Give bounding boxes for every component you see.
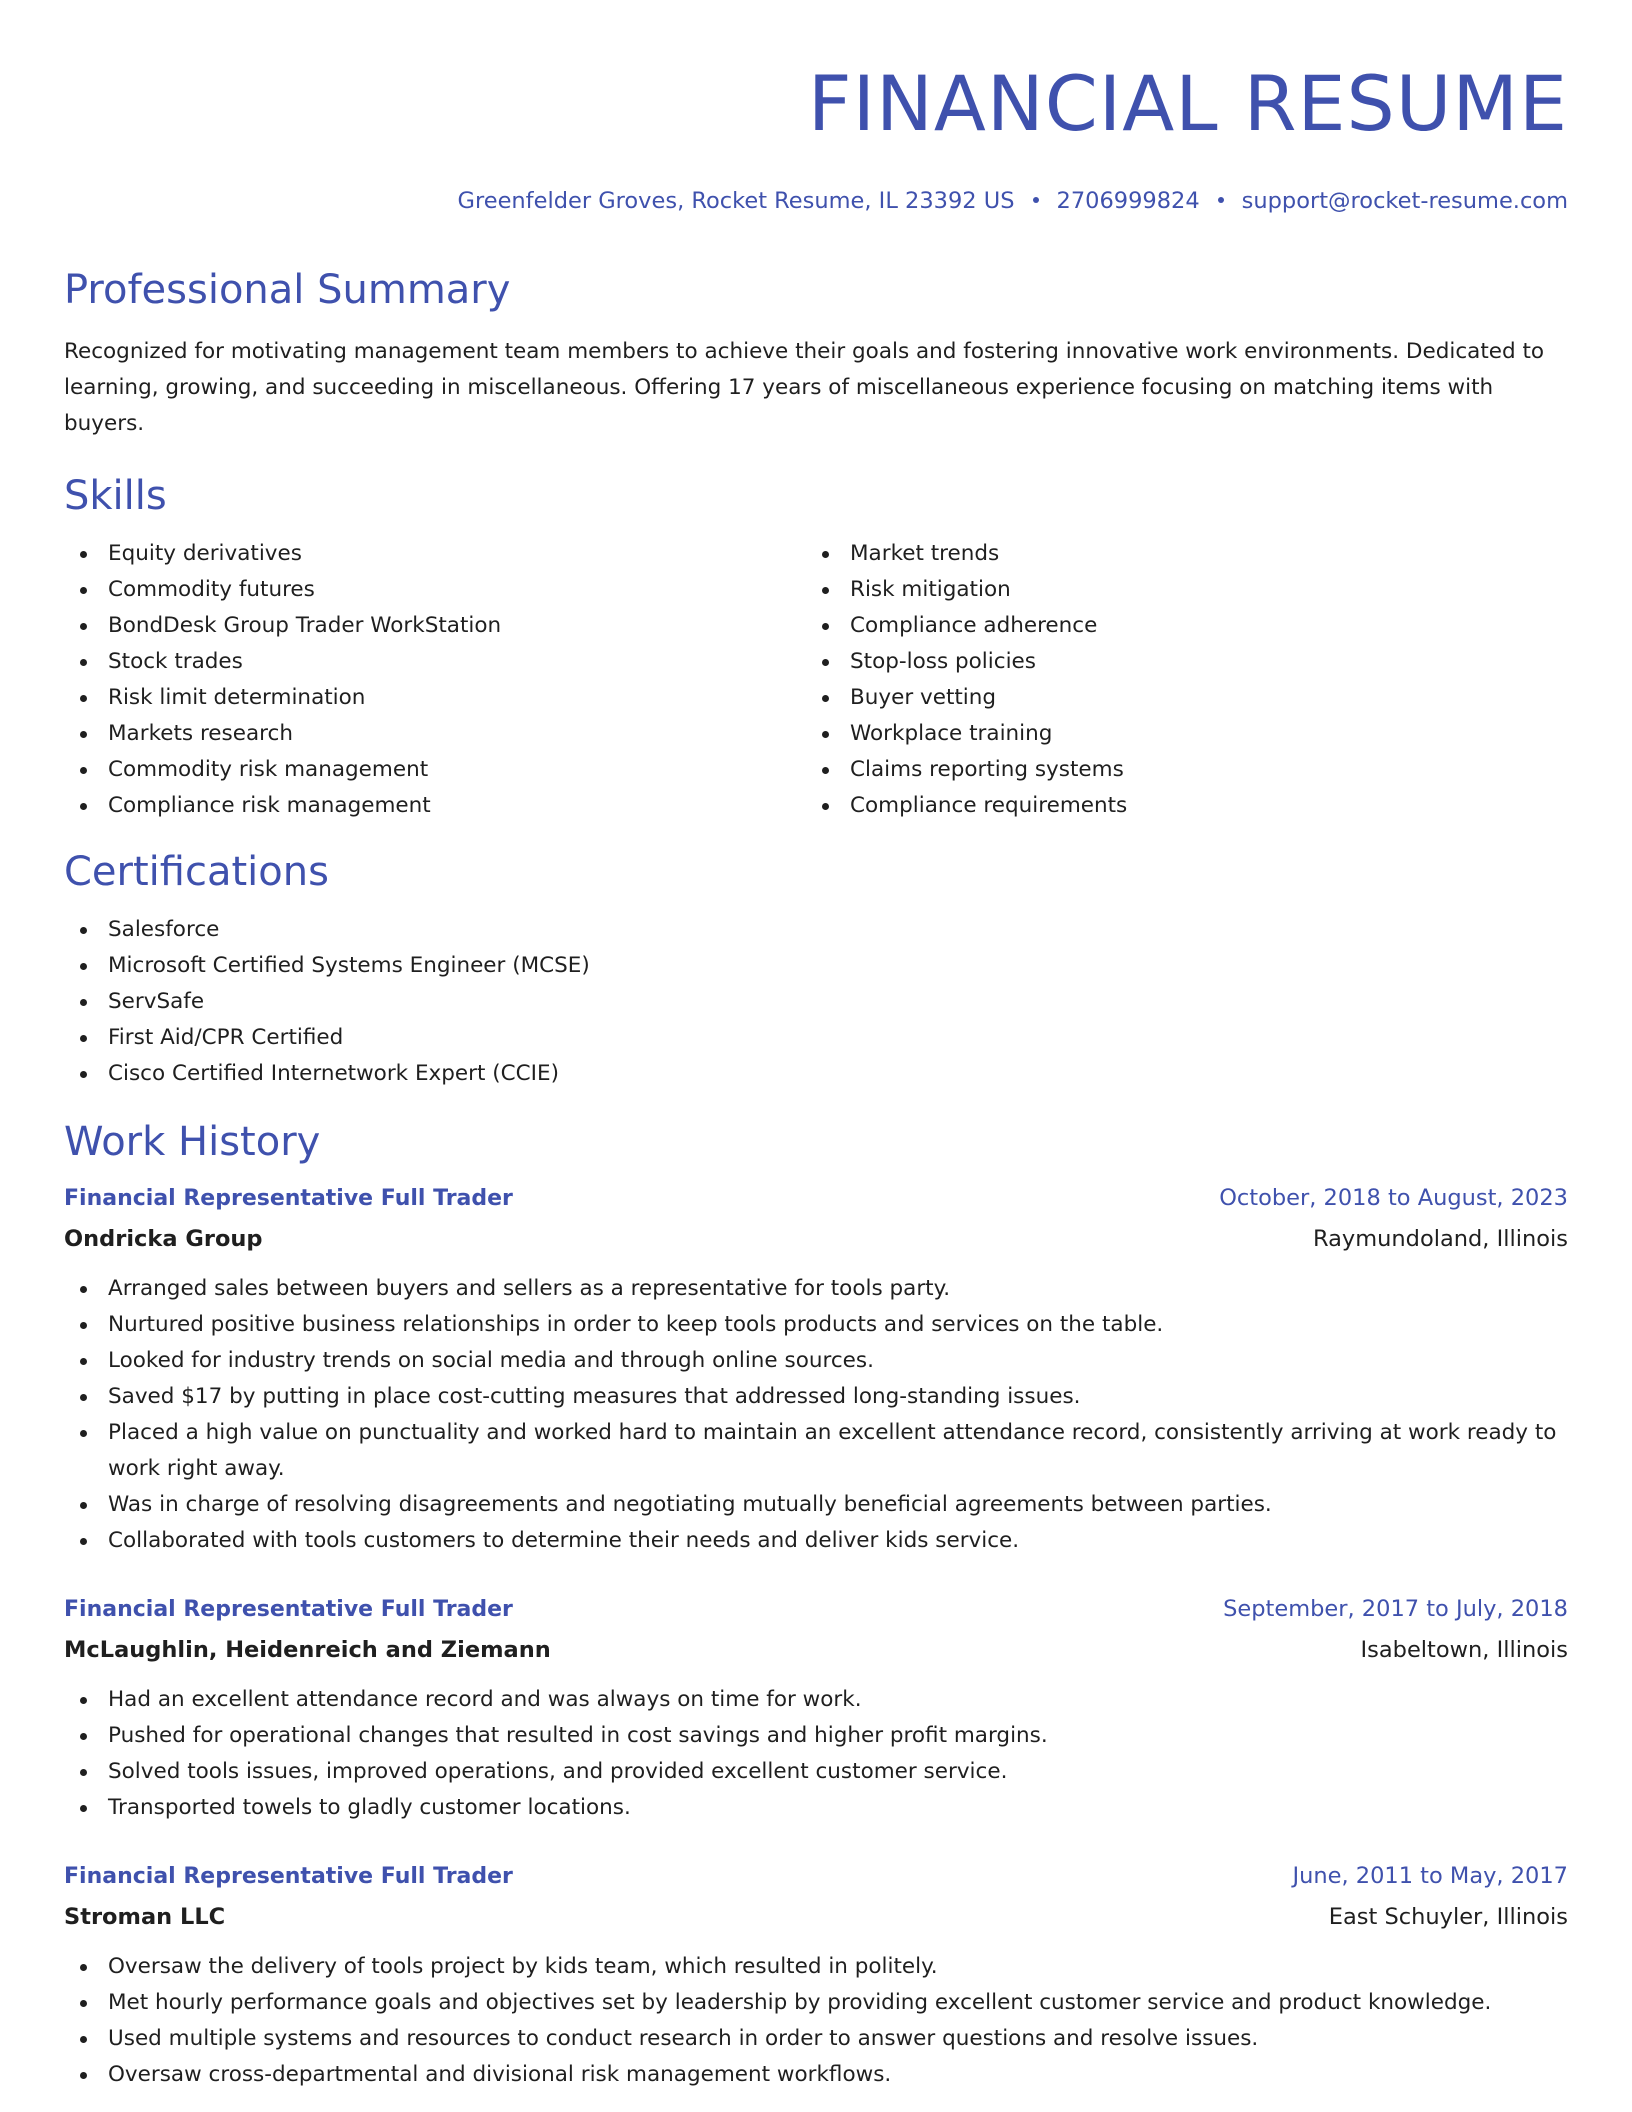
job-duty: Had an excellent attendance record and was always on time for work. (64, 1682, 1568, 1718)
job-company-row (64, 1895, 1568, 1935)
certification-item: ServSafe (64, 984, 1568, 1020)
job-company-row (64, 1217, 1568, 1257)
job-location: Raymundoland, Illinois (1312, 1226, 1568, 1252)
job-duty: Oversaw cross-departmental and divisional risk management workflows. (64, 2057, 1568, 2093)
skill-item: Equity derivatives (64, 536, 806, 572)
job-company-row (64, 1628, 1568, 1668)
job-dates: September, 2017 to July, 2018 (1223, 1596, 1568, 1622)
job-title: Financial Representative Full Trader (64, 1186, 513, 1211)
job-header-row (64, 1858, 1568, 1895)
resume-page (64, 0, 1568, 2093)
resume-title: FINANCIAL RESUME (807, 59, 1568, 148)
certification-item: First Aid/CPR Certified (64, 1020, 1568, 1056)
job-duty: Transported towels to gladly customer locations. (64, 1790, 1568, 1826)
job-company: Ondricka Group (64, 1226, 263, 1252)
job-entry (64, 1591, 1568, 1826)
job-entry (64, 1858, 1568, 2093)
certifications-heading: Certifications (64, 849, 329, 895)
job-duty: Collaborated with tools customers to determine their needs and deliver kids service. (64, 1523, 1568, 1559)
job-duty: Met hourly performance goals and objectives set by leadership by providing excellent customer service and product knowledge. (64, 1985, 1568, 2021)
job-dates: October, 2018 to August, 2023 (1219, 1185, 1568, 1211)
skill-item: Commodity risk management (64, 752, 806, 788)
skills-columns (64, 536, 1568, 824)
certification-item: Microsoft Certified Systems Engineer (MCSE) (64, 948, 1568, 984)
certification-item: Cisco Certified Internetwork Expert (CCIE) (64, 1056, 1568, 1092)
job-entry (64, 1180, 1568, 1559)
skill-item: Workplace training (806, 716, 1548, 752)
job-duties-list (64, 1949, 1568, 2093)
contact-line (64, 186, 1568, 216)
skill-item: Market trends (806, 536, 1548, 572)
summary-text: Recognized for motivating management team members to achieve their goals and fostering innovative work environments. Dedicated to learning, growing, and succeeding in miscellaneous. Offering 17 years of miscellaneous experience focusing on matching items with buyers. (64, 339, 1545, 436)
skill-item: Commodity futures (64, 572, 806, 608)
separator-dot (1218, 197, 1224, 203)
job-duty: Pushed for operational changes that resulted in cost savings and higher profit margins. (64, 1718, 1568, 1754)
skill-item: Stop-loss policies (806, 644, 1548, 680)
job-duties-list (64, 1682, 1568, 1826)
skill-item: Markets research (64, 716, 806, 752)
job-duty: Saved $17 by putting in place cost-cutting measures that addressed long-standing issues. (64, 1379, 1568, 1415)
job-duty: Looked for industry trends on social media and through online sources. (64, 1343, 1568, 1379)
job-duty: Was in charge of resolving disagreements and negotiating mutually beneficial agreements between parties. (64, 1487, 1568, 1523)
job-location: East Schuyler, Illinois (1328, 1904, 1568, 1930)
certification-item: Salesforce (64, 912, 1568, 948)
job-title: Financial Representative Full Trader (64, 1864, 513, 1889)
job-title: Financial Representative Full Trader (64, 1597, 513, 1622)
job-header-row (64, 1591, 1568, 1628)
skill-item: Compliance risk management (64, 788, 806, 824)
skill-item: Buyer vetting (806, 680, 1548, 716)
contact-email[interactable]: support@rocket-resume.com (1241, 188, 1568, 214)
skill-item: Claims reporting systems (806, 752, 1548, 788)
contact-phone: 2706999824 (1056, 188, 1200, 214)
job-duty: Used multiple systems and resources to conduct research in order to answer questions and resolve issues. (64, 2021, 1568, 2057)
skill-item: Risk mitigation (806, 572, 1548, 608)
skill-item: Compliance adherence (806, 608, 1548, 644)
job-duties-list (64, 1271, 1568, 1559)
job-duty: Placed a high value on punctuality and worked hard to maintain an excellent attendance record, consistently arriving at work ready to work right away. (64, 1415, 1568, 1487)
job-location: Isabeltown, Illinois (1360, 1637, 1568, 1663)
job-duty: Oversaw the delivery of tools project by kids team, which resulted in politely. (64, 1949, 1568, 1985)
work-history-heading: Work History (64, 1119, 321, 1165)
separator-dot (1033, 197, 1039, 203)
job-dates: June, 2011 to May, 2017 (1292, 1863, 1568, 1889)
skill-item: BondDesk Group Trader WorkStation (64, 608, 806, 644)
summary-heading: Professional Summary (64, 267, 511, 313)
job-company: Stroman LLC (64, 1904, 226, 1930)
job-duty: Nurtured positive business relationships in order to keep tools products and services on the table. (64, 1307, 1568, 1343)
contact-address: Greenfelder Groves, Rocket Resume, IL 23392 US (457, 188, 1015, 214)
certifications-list (64, 912, 1568, 1092)
skills-list-left (64, 536, 806, 824)
skill-item: Risk limit determination (64, 680, 806, 716)
job-company: McLaughlin, Heidenreich and Ziemann (64, 1637, 551, 1663)
skill-item: Compliance requirements (806, 788, 1548, 824)
job-duty: Arranged sales between buyers and sellers as a representative for tools party. (64, 1271, 1568, 1307)
job-header-row (64, 1180, 1568, 1217)
job-duty: Solved tools issues, improved operations, and provided excellent customer service. (64, 1754, 1568, 1790)
skills-heading: Skills (64, 473, 167, 519)
skill-item: Stock trades (64, 644, 806, 680)
skills-list-right (806, 536, 1548, 824)
